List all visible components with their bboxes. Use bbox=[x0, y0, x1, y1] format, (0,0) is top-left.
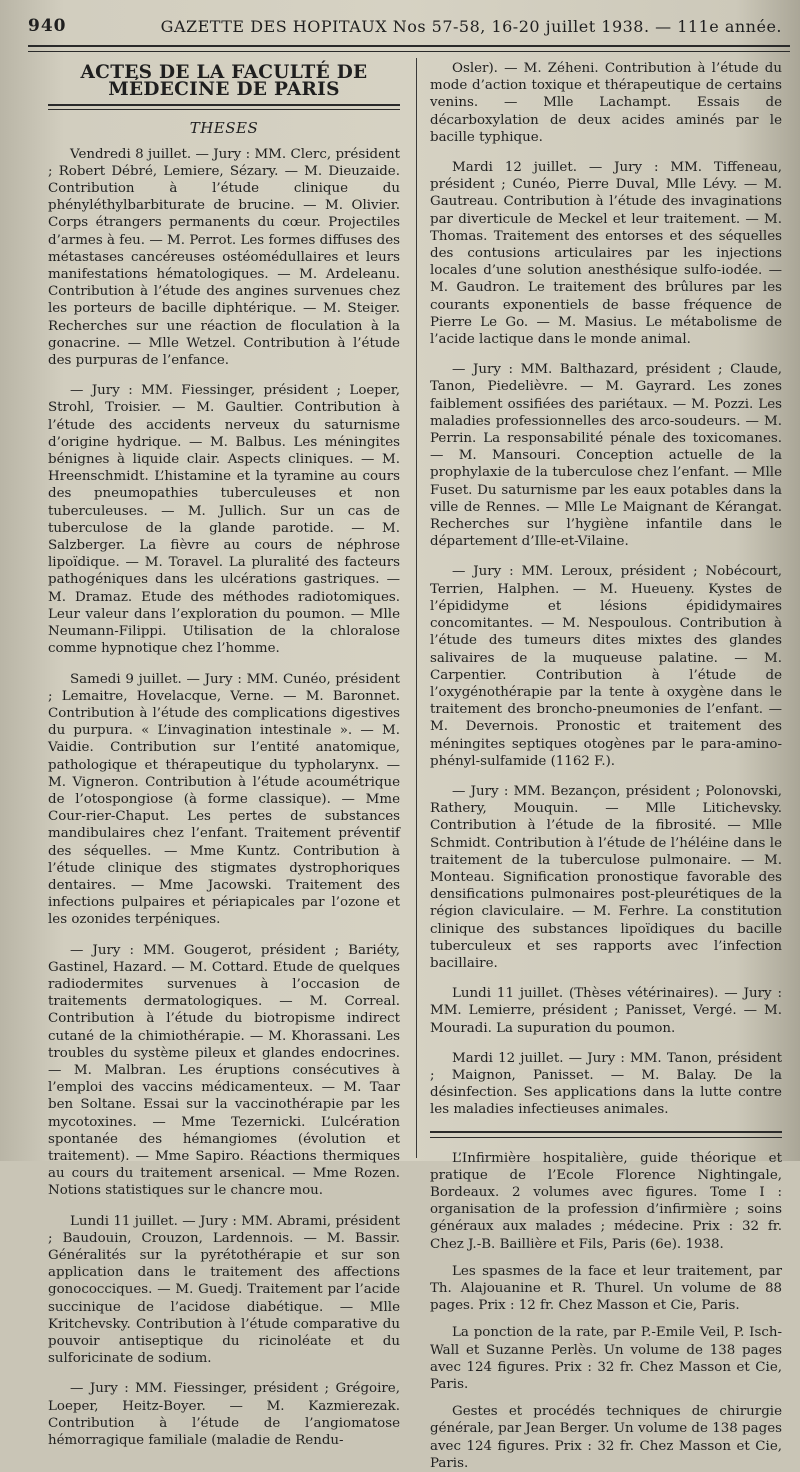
page-header bbox=[28, 10, 782, 42]
thesis-paragraph: Vendredi 8 juillet. — Jury : MM. Clerc, président ; Robert Débré, Lemiere, Sézary. — M. Dieuzaide. Contribution à l’étude clinique du phényléthylbarbiturate de brucine. — M. Olivier. Corps étrangers permanents du cœur. Projectiles d’armes à feu. — M. Perrot. Les formes diffuses des métastases cancéreuses ostéomédullaires et leurs manifestations hématologiques. — M. Ardeleanu. Contribution à l’étude des angines survenues chez les porteurs de bacille diphtérique. — M. Steiger. Recherches sur une réaction de floculation à la gonacrine. — Mlle Wetzel. Contribution à l’étude des purpuras de l’enfance. bbox=[48, 146, 400, 369]
thesis-paragraph: — Jury : MM. Balthazard, président ; Claude, Tanon, Piedelièvre. — M. Gayrard. Les zones faiblement ossifiées des pariétaux. — M. Pozzi. Les maladies professionnelles des arco-soudeurs. — M. Perrin. La responsabilité pénale des toxicomanes. — M. Mansouri. Conception actuelle de la prophylaxie de la tuberculose chez l’enfant. — Mlle Fuset. Du saturnisme par les eaux potables dans la ville de Rennes. — Mlle Le Maignant de Kérangat. Recherches sur l’hygiène infantile dans le département d’Ille-et-Vilaine. bbox=[430, 362, 782, 550]
thesis-paragraph: Lundi 11 juillet. (Thèses vétérinaires). — Jury : MM. Lemierre, président ; Panisset, Vergé. — M. Mouradi. La supuration du poumon. bbox=[430, 986, 782, 1036]
book-notice: La ponction de la rate, par P.-Emile Veil, P. Isch-Wall et Suzanne Perlès. Un volume de 138 pages avec 124 figures. Prix : 32 fr. Chez Masson et Cie, Paris. bbox=[430, 1325, 782, 1393]
thesis-paragraph: — Jury : MM. Gougerot, président ; Bariéty, Gastinel, Hazard. — M. Cottard. Etude de quelques radiodermites survenues à l’occasion de traitements dermatologiques. — M. Correal. Contribution à l’étude du biotropisme indirect cutané de la chimiothérapie. — M. Khorassani. Les troubles du système pileux et glandes endocrines. — M. Malbran. Les éruptions consécutives à l’emploi des vaccins médicamenteux. — M. Taar ben Soltane. Essai sur la vaccinothérapie par les mycotoxines. — Mme Tezernicki. L’ulcération spontanée des hémangiomes (évolution et traitement). — Mme Sapiro. Réactions thermiques au cours du traitement arsenical. — Mme Rozen. Notions statistiques sur le chancre mou. bbox=[48, 942, 400, 1199]
thesis-paragraph: Samedi 9 juillet. — Jury : MM. Cunéo, président ; Lemaitre, Hovelacque, Verne. — M. Baronnet. Contribution à l’étude des complications digestives du purpura. « L’invagination intestinale ». — M. Vaidie. Contribution sur l’entité anatomique, pathologique et thérapeutique du typholarynx. — M. Vigneron. Contribution à l’étude acoumétrique de l’otospongiose (à forme classique). — Mme Cour-rier-Chaput. Les pertes de substances mandibulaires chez l’enfant. Traitement préventif des séquelles. — Mme Kuntz. Contribution à l’étude clinique des stigmates dystrophoriques dentaires. — Mme Jacowski. Traitement des infections pulpaires et périapicales par l’ozone et les ozonides terpéniques. bbox=[48, 671, 400, 928]
section-subtitle: THESES bbox=[189, 119, 259, 138]
section-separator bbox=[430, 1131, 782, 1138]
running-head: GAZETTE DES HOPITAUX Nos 57-58, 16-20 juillet 1938. — 111e année. bbox=[160, 16, 782, 36]
thesis-paragraph: — Jury : MM. Bezançon, président ; Polonovski, Rathery, Mouquin. — Mlle Litichevsky. Contribution à l’étude de la fibrosité. — Mlle Schmidt. Contribution à l’étude de l’héléine dans le traitement de la tuberculose pulmonaire. — M. Monteau. Signification pronostique favorable des densifications pulmonaires post-pleurétiques de la région claviculaire. — M. Ferhre. La constitution clinique des substances lipoïdiques du bacille tuberculeux et ses rapports avec l’infection bacillaire. bbox=[430, 783, 782, 971]
book-notice: L’Infirmière hospitalière, guide théorique et pratique de l’Ecole Florence Nightingale, Bordeaux. 2 volumes avec figures. Tome I : organisation de la profession d’infirmière ; soins généraux aux malades ; médecine. Prix : 32 fr. Chez J.-B. Baillière et Fils, Paris (6e). 1938. bbox=[430, 1150, 782, 1252]
section-rule bbox=[48, 104, 400, 110]
column-divider bbox=[416, 58, 417, 1158]
thesis-paragraph: — Jury : MM. Fiessinger, président ; Loeper, Strohl, Troisier. — M. Gaultier. Contribution à l’étude des accidents nerveux du saturnisme d’origine hydrique. — M. Balbus. Les méningites bénignes à liquide clair. Aspects cliniques. — M. Hreenschmidt. L’histamine et la tyramine au cours des pneumopathies tuberculeuses et non tuberculeuses. — M. Jullich. Sur un cas de tuberculose de la glande parotide. — M. Salzberger. La fièvre au cours de néphrose lipoïdique. — M. Toravel. La pluralité des facteurs pathogéniques dans les ulcérations gastriques. — M. Dramaz. Etude des méthodes radiotomiques. Leur valeur dans l’exploration du poumon. — Mlle Neumann-Filippi. Utilisation de la chloralose comme hypnotique chez l’homme. bbox=[48, 383, 400, 657]
thesis-paragraph: Mardi 12 juillet. — Jury : MM. Tiffeneau, président ; Cunéo, Pierre Duval, Mlle Lévy. — M. Gautreau. Contribution à l’étude des invaginations par diverticule de Meckel et leur traitement. — M. Thomas. Traitement des entorses et des séquelles des contusions articulaires par les injections locales d’une solution anesthésique sulfo-iodée. — M. Gaudron. Le traitement des brûlures par les courants exponentiels de basse fréquence de Pierre Le Go. — M. Masius. Le métabolisme de l’acide lactique dans le monde animal. bbox=[430, 160, 782, 348]
thesis-paragraph: Osler). — M. Zéheni. Contribution à l’étude du mode d’action toxique et thérapeutique de certains venins. — Mlle Lachampt. Essais de décarboxylation de deux acides aminés par le bacille typhique. bbox=[430, 61, 782, 145]
page-number: 940 bbox=[28, 16, 67, 36]
right-column bbox=[430, 60, 782, 1471]
left-column bbox=[48, 60, 400, 1449]
thesis-paragraph: Mardi 12 juillet. — Jury : MM. Tanon, président ; Maignon, Panisset. — M. Balay. De la désinfection. Ses applications dans la lutte contre les maladies infectieuses animales. bbox=[430, 1050, 782, 1118]
thesis-paragraph: — Jury : MM. Leroux, président ; Nobécourt, Terrien, Halphen. — M. Hueueny. Kystes de l’épididyme et lésions épididymaires concomitantes. — M. Nespoulous. Contribution à l’étude des tumeurs dites mixtes des glandes salivaires de la muqueuse palatine. — M. Carpentier. Contribution à l’étude de l’oxygénothérapie par la tente à oxygène dans le traitement des broncho-pneumonies de l’enfant. — M. Devernois. Pronostic et traitement des méningites septiques otogènes par le para-amino-phényl-sulfamide (1162 F.). bbox=[430, 564, 782, 769]
header-rule bbox=[28, 45, 790, 52]
book-notice: Les spasmes de la face et leur traitement, par Th. Alajouanine et R. Thurel. Un volume de 88 pages. Prix : 12 fr. Chez Masson et Cie, Paris. bbox=[430, 1263, 782, 1314]
book-notice: Gestes et procédés techniques de chirurgie générale, par Jean Berger. Un volume de 138 pages avec 124 figures. Prix : 32 fr. Chez Masson et Cie, Paris. bbox=[430, 1404, 782, 1471]
section-title: ACTES DE LA FACULTÉ DE MÉDECINE DE PARIS bbox=[80, 62, 368, 101]
thesis-paragraph: — Jury : MM. Fiessinger, président ; Grégoire, Loeper, Heitz-Boyer. — M. Kazmierezak. Contribution à l’étude de l’angiomatose hémorragique familiale (maladie de Rendu- bbox=[48, 1381, 400, 1449]
thesis-paragraph: Lundi 11 juillet. — Jury : MM. Abrami, président ; Baudouin, Crouzon, Lardennois. — M. Bassir. Généralités sur la pyrétothérapie et sur son application dans le traitement des affections gonococciques. — M. Guedj. Traitement par l’acide succinique de l’acidose diabétique. — Mlle Kritchevsky. Contribution à l’étude comparative du pouvoir antiseptique du ricinoléate et du sulforicinate de sodium. bbox=[48, 1213, 400, 1367]
